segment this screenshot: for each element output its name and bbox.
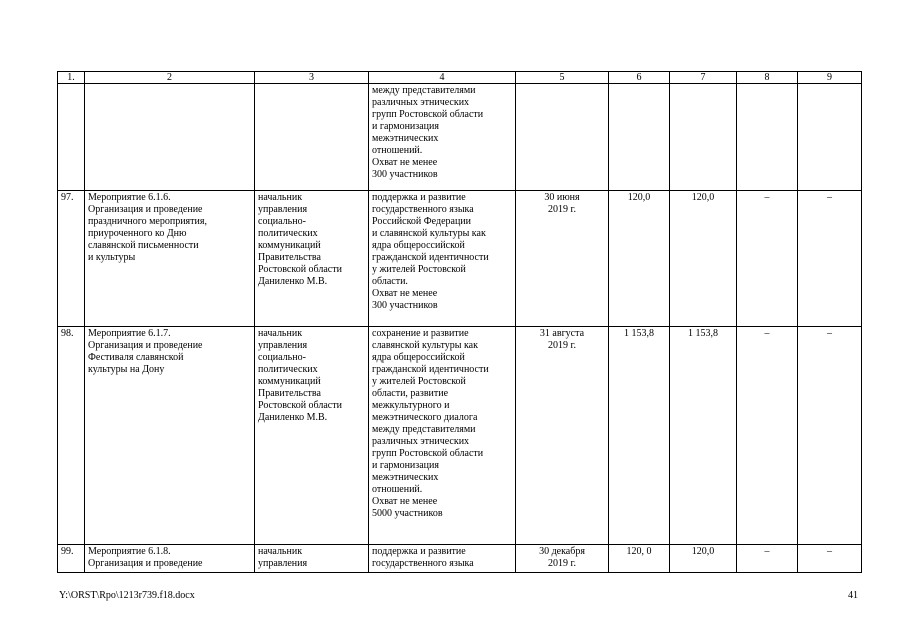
header-cell: 9 [798,72,862,84]
responsible-cell [255,84,369,191]
event-cell: Мероприятие 6.1.6. Организация и проведение праздничного мероприятия, приуроченного ко Дню славянской письменности и культуры [85,191,255,327]
result-cell: сохранение и развитие славянской культуры как ядра общероссийской гражданской идентичности у жителей Ростовской области, развитие межкультурного и межэтнического диалога между представителями различных этнических групп Ростовской области и гармонизация межэтнических отношений. Охват не менее 5000 участников [369,327,516,545]
header-cell: 5 [516,72,609,84]
amount-cell: – [798,327,862,545]
table-row [58,327,862,545]
result-cell: поддержка и развитие государственного языка Российской Федерации и славянской культуры как ядра общероссийской гражданской идентичности у жителей Ростовской области. Охват не менее 300 участников [369,191,516,327]
header-cell: 7 [670,72,737,84]
amount-cell [798,84,862,191]
event-cell: Мероприятие 6.1.7. Организация и проведение Фестиваля славянской культуры на Дону [85,327,255,545]
row-number: 99. [58,545,85,573]
header-cell: 3 [255,72,369,84]
date-cell: 31 августа 2019 г. [516,327,609,545]
row-number: 98. [58,327,85,545]
amount-cell: – [737,191,798,327]
result-cell: поддержка и развитие государственного языка [369,545,516,573]
amount-cell: – [798,191,862,327]
amount-cell [670,84,737,191]
date-cell: 30 декабря 2019 г. [516,545,609,573]
responsible-cell: начальник управления социально- политических коммуникаций Правительства Ростовской области Даниленко М.В. [255,191,369,327]
amount-cell: – [737,545,798,573]
amount-cell: – [737,327,798,545]
amount-cell [609,84,670,191]
header-cell: 4 [369,72,516,84]
amount-cell: 1 153,8 [670,327,737,545]
row-number [58,84,85,191]
header-cell: 8 [737,72,798,84]
row-number: 97. [58,191,85,327]
amount-cell [737,84,798,191]
date-cell: 30 июня 2019 г. [516,191,609,327]
header-cell: 2 [85,72,255,84]
responsible-cell: начальник управления социально- политических коммуникаций Правительства Ростовской области Даниленко М.В. [255,327,369,545]
footer-file-path: Y:\ORST\Rpo\1213r739.f18.docx [59,590,195,601]
amount-cell: – [798,545,862,573]
table-header-row [58,72,862,84]
amount-cell: 120,0 [609,191,670,327]
responsible-cell: начальник управления [255,545,369,573]
amount-cell: 1 153,8 [609,327,670,545]
header-cell: 1. [58,72,85,84]
table-row [58,84,862,191]
amount-cell: 120, 0 [609,545,670,573]
date-cell [516,84,609,191]
amount-cell: 120,0 [670,545,737,573]
amount-cell: 120,0 [670,191,737,327]
footer-page-number: 41 [848,590,858,601]
header-cell: 6 [609,72,670,84]
event-cell [85,84,255,191]
event-cell: Мероприятие 6.1.8. Организация и проведение [85,545,255,573]
table-row [58,191,862,327]
result-cell: между представителями различных этнических групп Ростовской области и гармонизация межэтнических отношений. Охват не менее 300 участников [369,84,516,191]
program-table [57,71,862,573]
table-row [58,545,862,573]
